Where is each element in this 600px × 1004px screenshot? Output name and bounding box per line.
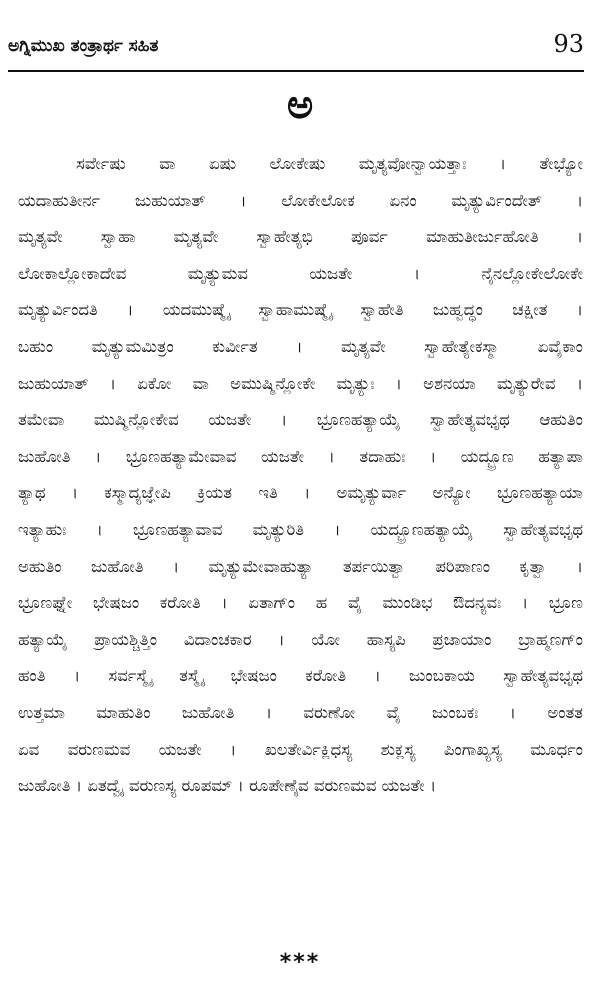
text-line: ಹಂತಿ । ಸರ್ವಸ್ಮೈ ತಸ್ಮೈ ಭೇಷಜಂ ಕರೋತಿ । ಜುಂಬಕಾಯ ಸ್ವಾಹೇತ್ಯವಭೃಥ (18, 666, 583, 686)
verse-paragraph (18, 146, 583, 805)
text-line: ಜುಹೋತಿ । ಭ್ರೂಣಹತ್ಯಾಮೇವಾವ ಯಜತೇ । ತದಾಹುಃ । ಯದ್ಭ್ರೂಣ ಹತ್ಯಾಪಾ (18, 446, 583, 466)
text-line: ಮೃತ್ಯವೇ ಸ್ವಾಹಾ ಮೃತ್ಯವೇ ಸ್ವಾಹೇತ್ಯಭಿ ಪೂರ್ವ ಮಾಹುತೀರ್ಜುಹೋತಿ । (18, 227, 583, 247)
page-number: 93 (553, 30, 584, 58)
text-line: ತ್ಯಾಥ । ಕಸ್ಮಾದ್ಯಜ್ಞೇಪಿ ಕ್ರಿಯತ ಇತಿ । ಅಮೃತ್ಯುರ್ವಾ ಅನ್ಯೋ ಭ್ರೂಣಹತ್ಯಾಯಾ (18, 483, 583, 503)
text-line: ಲೋಕಾಲ್ಲೋಕಾದೇವ ಮೃತ್ಯುಮವ ಯಜತೇ । ನೈನಲ್ಲೋಕೇಲೋಕೇ (18, 263, 583, 283)
text-line: ಭ್ರೂಣಘ್ನೇ ಭೇಷಜಂ ಕರೋತಿ । ಏತಾಗ್‌ಂ ಹ ವೈ ಮುಂಡಿಭ ಔದನ್ಯವಃ । ಭ್ರೂಣ (18, 593, 583, 613)
text-line: ಇತ್ಯಾಹುಃ । ಭ್ರೂಣಹತ್ಯಾವಾವ ಮೃತ್ಯುರಿತಿ । ಯದ್ಭ್ರೂಣಹತ್ಯಾಯೈ ಸ್ವಾಹೇತ್ಯವಭೃಥ (18, 519, 583, 539)
running-title: ಅಗ್ನಿಮುಖ ತಂತ್ರಾರ್ಥ ಸಹಿತ (8, 36, 159, 56)
section-letter-heading: ಅ (286, 82, 314, 128)
text-line: ಅಹುತಿಂ ಜುಹೋತಿ । ಮೃತ್ಯುಮೇವಾಹುತ್ಯಾ ತರ್ಪಯಿತ್ವಾ ಪರಿಪಾಣಂ ಕೃತ್ವಾ । (18, 556, 583, 576)
text-line: ಸರ್ವೇಷು ವಾ ಏಷು ಲೋಕೇಷು ಮೃತ್ಯವೋನ್ವಾಯತ್ತಾಃ । ತೇಭ್ಯೋ (76, 154, 583, 173)
end-of-section-mark: *** (279, 950, 321, 975)
text-line: ಮೃತ್ಯುರ್ವಿಂದತಿ । ಯದಮುಷ್ಮೈ ಸ್ವಾಹಾಮುಷ್ಮೈ ಸ್ವಾಹೇತಿ ಜುಹ್ವದ್ಧಂ ಚಕ್ಷೀತ । (18, 300, 583, 320)
text-line: ಏವ ವರುಣಮವ ಯಜತೇ । ಖಲತೇರ್ವಿಕ್ಲಿಧಸ್ಯ ಶುಕ್ಲಸ್ಯ ಪಿಂಗಾಖ್ಯಸ್ಯ ಮೂರ್ಧಂ (18, 739, 583, 759)
running-header (8, 30, 584, 72)
text-line: ಹತ್ಯಾಯೈ ಪ್ರಾಯಶ್ಚಿತ್ತಿಂ ವಿದಾಂಚಕಾರ । ಯೋ ಹಾಸ್ಯಪಿ ಪ್ರಜಾಯಾಂ ಬ್ರಾಹ್ಮಣಗ್‌ಂ (18, 629, 583, 649)
text-line: ಉತ್ತಮಾ ಮಾಹುತಿಂ ಜುಹೋತಿ । ವರುಣೋ ವೈ ಜುಂಬಕಃ । ಅಂತತ (18, 702, 583, 722)
text-line: ತಮೇವಾ ಮುಷ್ಮಿನ್ಲೋಕೇವ ಯಜತೇ । ಭ್ರೂಣಹತ್ಯಾಯೈ ಸ್ವಾಹೇತ್ಯವಭೃಥ ಆಹುತಿಂ (18, 410, 583, 430)
text-line: ಬಹುಂ ಮೃತ್ಯುಮಮಿತ್ರಂ ಕುರ್ವೀತ । ಮೃತ್ಯವೇ ಸ್ವಾಹೇತ್ಯೇಕಸ್ಮಾ ಏವೈಕಾಂ (18, 336, 583, 356)
text-line: ಯದಾಹುತೀರ್ನ ಜುಹುಯಾತ್ । ಲೋಕೇಲೋಕ ಏನಂ ಮೃತ್ಯುರ್ವಿಂದೇತ್ । (18, 190, 583, 210)
text-line: ಜುಹುಯಾತ್ । ಏಕೋ ವಾ ಅಮುಷ್ಮಿನ್ಲೋಕೇ ಮೃತ್ಯುಃ । ಅಶನಯಾ ಮೃತ್ಯುರೇವ । (18, 373, 583, 393)
text-line: ಜುಹೋತಿ । ಏತದ್ವೈ ವರುಣಸ್ಯ ರೂಪಮ್ । ರೂಪೇಣೈವ ವರುಣಮವ ಯಜತೇ । (18, 776, 437, 796)
